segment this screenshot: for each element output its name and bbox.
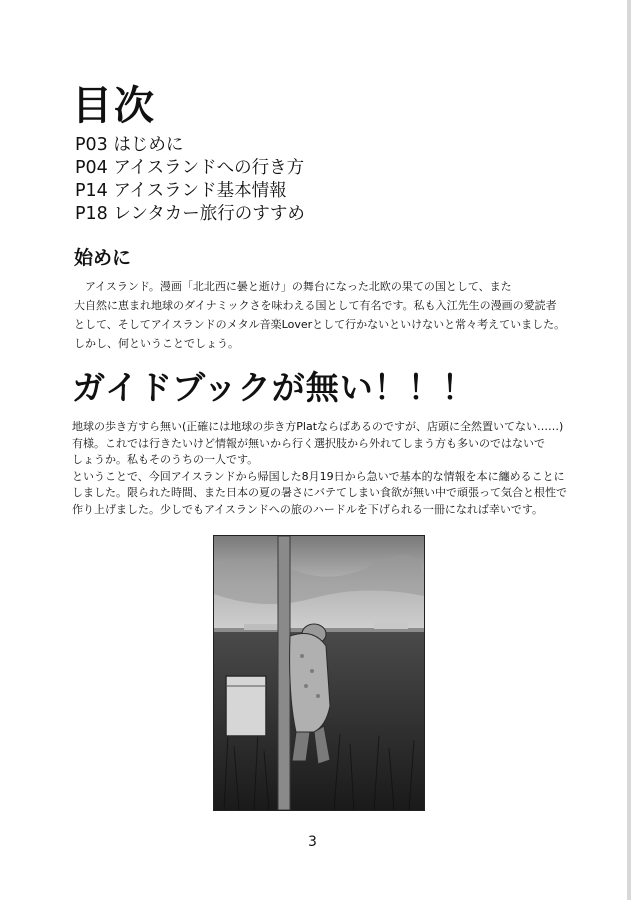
- toc-item: P03 はじめに: [75, 135, 184, 155]
- intro-paragraph: [74, 277, 565, 353]
- paragraph-line: として、そしてアイスランドのメタル音楽Loverとして行かないといけないと常々考えていました。: [74, 318, 566, 331]
- toc-item: P14 アイスランド基本情報: [75, 181, 287, 201]
- paragraph-line: 大自然に恵まれ地球のダイナミックさを味わえる国として有名です。私も入江先生の漫画の愛読者: [74, 299, 557, 312]
- toc-item: P04 アイスランドへの行き方: [75, 158, 305, 178]
- toc-item: P18 レンタカー旅行のすすめ: [75, 204, 305, 224]
- scan-edge: [627, 0, 631, 900]
- headline: ガイドブックが無い！！！: [72, 368, 476, 407]
- paragraph-line: 作り上げました。少しでもアイスランドへの旅のハードルを下げられる一冊になれば幸いです。: [72, 502, 544, 516]
- photo-illustration: [214, 536, 424, 810]
- paragraph-line: 地球の歩き方すら無い(正確には地球の歩き方Platならばあるのですが、店頭に全然置いてない……): [72, 420, 564, 433]
- page-number: 3: [308, 834, 317, 850]
- table-of-contents: [75, 134, 305, 226]
- section-heading: 始めに: [74, 247, 132, 269]
- paragraph-line: 有様。これでは行きたいけど情報が無いから行く選択肢から外れてしまう方も多いのではないで: [72, 436, 545, 450]
- photo-frog-statue: [213, 535, 425, 811]
- body-paragraph: [72, 419, 567, 518]
- paragraph-line: しかし、何ということでしょう。: [74, 337, 239, 350]
- page-title: 目次: [72, 82, 156, 129]
- paragraph-line: アイスランド。漫画「北北西に曇と逝け」の舞台になった北欧の果ての国として、また: [74, 280, 512, 293]
- paragraph-line: ということで、今回アイスランドから帰国した8月19日から急いで基本的な情報を本に纏めることに: [72, 469, 565, 483]
- paragraph-line: しょうか。私もそのうちの一人です。: [72, 453, 259, 466]
- paragraph-line: しました。限られた時間、また日本の夏の暑さにバテてしまい食欲が無い中で頑張って気合と根性で: [72, 486, 567, 499]
